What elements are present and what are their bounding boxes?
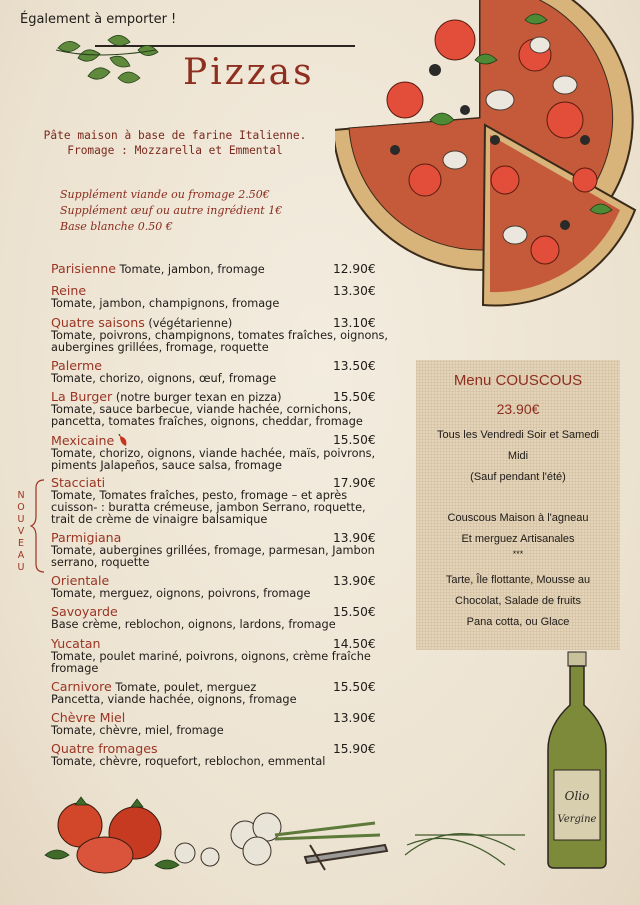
pizza-item — [51, 285, 391, 310]
pizza-name: Parmigiana — [51, 530, 122, 545]
bottle-label-line: Olio — [564, 789, 590, 803]
pizza-ingredients: Tomate, sauce barbecue, viande hachée, cornichons, pancetta, tomates fraîches, oignons, cheddar, fromage — [51, 403, 363, 428]
intro-line-2: Fromage : Mozzarella et Emmental — [67, 144, 283, 157]
pizza-name: Carnivore — [51, 679, 112, 694]
supplement-item: Base blanche 0.50 € — [60, 220, 173, 233]
pizza-item — [51, 477, 391, 526]
pizza-price: 13.30€ — [333, 284, 376, 298]
pizza-price: 15.90€ — [333, 742, 376, 756]
pizza-item — [51, 638, 391, 675]
pizza-item — [51, 434, 391, 472]
pizza-ingredients: Tomate, merguez, oignons, poivrons, fromage — [51, 587, 311, 600]
pizza-inline-desc: Tomate, poulet, merguez — [115, 681, 257, 694]
pizza-price: 15.50€ — [333, 390, 376, 404]
pizza-price: 12.90€ — [333, 262, 376, 276]
pizza-item — [51, 391, 391, 428]
intro-line-1: Pâte maison à base de farine Italienne. — [43, 129, 307, 142]
pizza-item — [51, 743, 391, 768]
takeaway-notice: Également à emporter ! — [20, 12, 177, 27]
pizza-ingredients: Tomate, chèvre, roquefort, reblochon, emmental — [51, 755, 326, 768]
pizza-ingredients: Tomate, poivrons, champignons, tomates fraîches, oignons, aubergines grillées, fromage, roquette — [51, 329, 389, 354]
chili-pepper-icon — [118, 434, 128, 446]
couscous-menu-box — [416, 360, 620, 650]
supplements-list — [60, 187, 282, 235]
couscous-line: Midi — [507, 450, 529, 462]
couscous-line: (Sauf pendant l'été) — [470, 471, 566, 483]
nouveau-text: NOUVEAU — [17, 490, 25, 573]
pizza-name: Orientale — [51, 573, 110, 588]
pizza-ingredients: Base crème, reblochon, oignons, lardons, fromage — [51, 618, 336, 631]
olive-oil-bottle-illustration — [540, 650, 615, 872]
pizza-ingredients: Tomate, jambon, champignons, fromage — [51, 297, 280, 310]
pizza-name: Savoyarde — [51, 604, 118, 619]
nouveau-label — [16, 490, 26, 574]
pizza-name: Quatre fromages — [51, 741, 158, 756]
pizza-item — [51, 263, 391, 276]
supplement-item: Supplément viande ou fromage 2.50€ — [60, 188, 270, 201]
pizza-ingredients: Tomate, chèvre, miel, fromage — [51, 724, 224, 737]
vegetables-illustration — [35, 795, 535, 885]
pizza-item — [51, 681, 391, 706]
pizza-ingredients: Tomate, aubergines grillées, fromage, parmesan, Jambon serrano, roquette — [51, 544, 375, 569]
pizza-price: 17.90€ — [333, 476, 376, 490]
pizza-name: Yucatan — [51, 636, 101, 651]
pizza-inline-desc: Tomate, jambon, fromage — [119, 263, 265, 276]
pizza-price: 13.10€ — [333, 316, 376, 330]
pizza-item — [51, 712, 391, 737]
pizza-price: 13.90€ — [333, 531, 376, 545]
pizza-inline-desc: (végétarienne) — [148, 317, 233, 330]
pizza-inline-desc: (notre burger texan en pizza) — [115, 391, 282, 404]
supplement-item: Supplément œuf ou autre ingrédient 1€ — [60, 204, 283, 217]
pizza-item — [51, 575, 391, 600]
couscous-title: Menu COUSCOUS — [453, 372, 583, 389]
pizza-item — [51, 317, 391, 354]
pizza-price: 13.90€ — [333, 574, 376, 588]
pizza-price: 13.50€ — [333, 359, 376, 373]
nouveau-bracket — [30, 478, 46, 574]
pizza-name: Mexicaine — [51, 433, 115, 448]
pizza-name: Parisienne — [51, 261, 116, 276]
basil-illustration — [48, 28, 178, 100]
pizza-price: 15.50€ — [333, 605, 376, 619]
couscous-price: 23.90€ — [496, 401, 540, 417]
pizza-ingredients: Tomate, Tomates fraîches, pesto, fromage – et après cuisson- : buratta crémeuse, jambon Serrano, roquette, trait de crème de vinaigre balsamique — [51, 489, 366, 526]
couscous-line: Et merguez Artisanales — [461, 533, 575, 545]
couscous-line: Tous les Vendredi Soir et Samedi — [436, 429, 600, 441]
couscous-line: Tarte, Île flottante, Mousse au — [445, 574, 591, 586]
pizza-name: Stacciati — [51, 475, 106, 490]
pizza-name: Quatre saisons — [51, 315, 145, 330]
bottle-label-line: Vergine — [557, 814, 597, 825]
pizza-name: Chèvre Miel — [51, 710, 126, 725]
pizza-item — [51, 606, 391, 631]
pizza-ingredients: Pancetta, viande hachée, oignons, fromage — [51, 693, 297, 706]
couscous-line: Couscous Maison à l'agneau — [447, 512, 589, 524]
pizza-ingredients: Tomate, poulet mariné, poivrons, oignons, crème fraîche fromage — [51, 650, 371, 675]
couscous-separator: *** — [512, 549, 524, 559]
pizza-name: Reine — [51, 283, 87, 298]
pizza-ingredients: Tomate, chorizo, oignons, œuf, fromage — [51, 372, 277, 385]
couscous-line: Pana cotta, ou Glace — [466, 616, 570, 628]
dough-description — [30, 128, 320, 158]
pizza-item — [51, 532, 391, 569]
pizza-item — [51, 360, 391, 385]
pizza-price: 13.90€ — [333, 711, 376, 725]
pizza-price: 15.50€ — [333, 433, 376, 447]
pizza-price: 14.50€ — [333, 637, 376, 651]
page-title: Pizzas — [183, 52, 315, 93]
couscous-line: Chocolat, Salade de fruits — [455, 595, 581, 607]
pizza-price: 15.50€ — [333, 680, 376, 694]
pizza-ingredients: Tomate, chorizo, oignons, viande hachée, maïs, poivrons, piments Jalapeños, sauce salsa, fromage — [51, 447, 376, 472]
pizza-name: Palerme — [51, 358, 102, 373]
pizza-name: La Burger — [51, 389, 113, 404]
